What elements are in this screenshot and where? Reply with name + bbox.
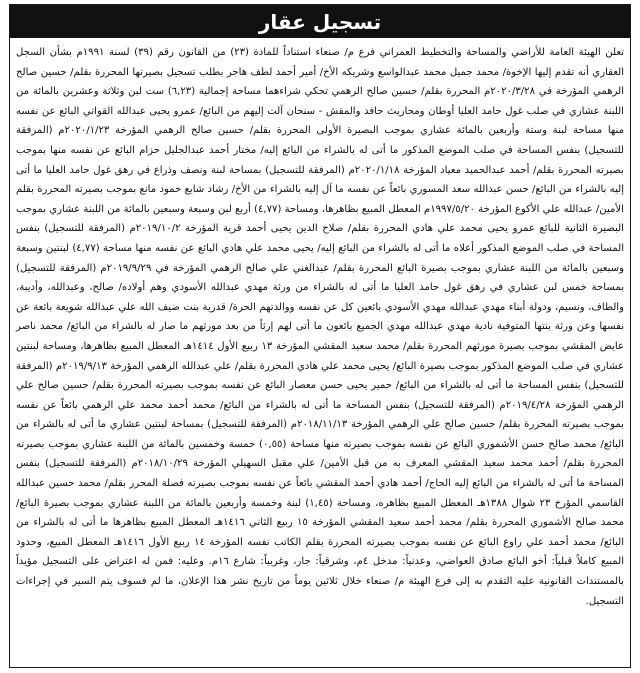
notice-title: تسجيل عقار bbox=[258, 9, 382, 34]
notice-body: تعلن الهيئة العامة للأراضي والمساحة والتخطيط العمراني فرع م/ صنعاء استناداً للمادة (٢٣) من القانون رقم (٣٩) لسنة ١٩٩١م بشأن السجل العقاري أنه تقدم إليها الإخوة/ محمد جميل محمد عبدالواسع وشريكه الأخ/ أمير أحمد لطف هاجر بطلب تسجيل بصيرتها المحررة بقلم/ حسين صالح الرهمي المؤرخة في ٢٠٢٠/٣/٢٨م المحررة بقلم/ حسين صالح الرهمي تحكي شراءهما مساحة إجمالية (٦,٢٣) ست لبن وثلاثة وعشرين بالمائة من اللبنة عشاري في صلب غول حامد العليا أوطان ومحاريث حافد والمقش - سنحان آلت إليهم من البائع/ عمرو يحيى عبدالله القواتي البائع عن نفسه منها مساحة لبنة وستة وأربعين بالمائة عشاري بموجب البصيرة الأولى المحررة بقلم/ حسين صالح الرهمي المؤرخة ٢٠٢٠/١/٢٣م (المرفقة للتسجيل) بنفس المساحة في صلب الموضع المذكور ما أتى له بالشراء من البائع إليه/ مختار أحمد عبدالجليل حزام البائع عن نفسه منها بموجب بصيرته المحررة بقلم/ أحمد عبدالحميد معياد المؤرخة ٢٠٢٠/١/١٨م (المرفقة للتسجيل) بمساحة لبنة ونصف وذراع في رهق غول حامد العليا ما أتى إليه بالشراء من البائع/ حسن عبدالله سعد المسوري بائعاً عن نفسه ما آل إليه بالشراء من الأخ/ رشاد شايع حمود مانع بموجب بصيرته المحررة بقلم الأمين/ عبدالله علي الأكوع المؤرخة ١٩٩٧/٥/٢٠م المعطل المبيع بظاهرها، ومساحة (٤,٧٧) أربع لبن وسبعة وسبعين بالمائة من اللبنة عشاري بموجب البصيرة الثانية للبائع عمرو يحيى محمد علي هادي المحررة بقلم/ صلاح الدين يحيى أحمد قرية المؤرخة ٢٠١٩/١٠/٢م (المرفقة للتسجيل) بنفس المساحة في صلب الموضع المذكور أعلاه ما أتى له بالشراء من البائع إليه/ يحيى محمد علي هادي البائع عن نفسه منها مساحة (٤,٧٧) لبنتين وسبعة وسبعين بالمائة من اللبنة عشاري بموجب بصيرة البائع المحررة بقلم/ عبدالغني علي صالح الرهمي المؤرخة في ٢٠١٩/٩/٢٩م (المرفقة للتسجيل) بمساحة خمس لبن عشاري في رهق غول حامد العليا ما أتى له بالشراء من ورثة مهدي عبدالله الأسودي وهم أولاده/ صالح، وعبدالله، وأديبة، والطاف، ونسيم، ودولة أبناء مهدي عبدالله مهدي الأسودي بائعين كل عن نفسه ووالدتهم الحرة/ قدرية بنت ضيف الله علي عبدالله شويعة بائعة عن نفسها وعن ورثة بنتها المتوفية نادية مهدي عبدالله مهدي الجميع بائعون ما أتى لهم إرثاً من بعد مورثهم ما صار له بالشراء من البائع/ محمد ناصر عايض المقشي بموجب بصيرة مورثهم المحررة بقلم/ محمد سعيد المقشي المؤرخة ١٣ ربيع الأول ١٤١٤هـ المعطل المبيع بظاهرها، ومساحة لبنتين عشاري في صلب الموضع المذكور بموجب بصيرة البائع/ يحيى محمد علي هادي المحررة بقلم/ علي عبدالله الرهمي المؤرخة ٢٠١٩/٩/١٣م (المرفقة للتسجيل) بنفس المساحة ما أتى له بالشراء من البائع/ حمير يحيى حسن معصار البائع عن نفسه بموجب بصيرته المحررة بقلم/ حسين صالح علي الرهمي المؤرخة ٢٠١٩/٤/٢٨م (المرفقة للتسجيل) بنفس المساحة ما أتى له بالشراء من البائع/ محمد أحمد محمد علي الرهمي بائعاً عن نفسه بموجب بصيرته المحررة بقلم/ حسين صالح علي الرهمي المؤرخة ٢٠١٨/١١/١٣م (المرفقة للتسجيل) بمساحة لبنتين عشاري ما أتى له بالشراء من البائع/ محمد صالح حسن الأشموري البائع عن نفسه بموجب بصيرته منها مساحة (٠,٥٥) خمسة وخمسين بالمائة من اللبنة عشاري بموجب بصيرته المحررة بقلم/ أحمد محمد سعيد المقشي المعرف به من قبل الأمين/ علي مقبل السهيلي المؤرخة ٢٠١٨/١٠/٢٩م (المرفقة للتسجيل) بنفس المساحة ما أتى له بالشراء من البائع إليه الحاج/ أحمد هادي أحمد المقشي بائعاً عن نفسه بموجب بصيرته فصلة المحرر بقلم/ محمد حسين عبدالله القاسمي المؤرخ ٢٣ شوال ١٣٨٨هـ المعطل المبيع بظاهره، ومساحة (١,٤٥) لبنة وخمسة وأربعين بالمائة من اللبنة عشاري بموجب بصيرة البائع/ محمد صالح الأشموري المحررة بقلم/ محمد أحمد سعيد المقشي المؤرخة ١٥ ربيع الثاني ١٤١٦هـ المعطل المبيع بظاهرها ما أتى له بالشراء من البائع/ محمد أحمد علي راوع البائع عن نفسه بموجب بصيرته المحررة بقلم الكاتب نفسه المؤرخة ١٤ ربيع الأول ١٤١٦هـ المعطل المبيع، وحدود المبيع كاملاً قبلياً: أخو البائع صادق العواضي، وعدنياً: مدخل ٤م، وشرقياً: جار، وغربياً: شارع ١٦م. وعليه: فمن له اعتراض على التسجيل مؤيداً بالمستندات القانونية عليه التقدم به إلى فرع الهيئة م/ صنعاء خلال ثلاثين يوماً من تاريخ نشر هذا الإعلان، ما لم فسوف يتم السير في إجراءات التسجيل. bbox=[16, 47, 625, 607]
title-bar bbox=[10, 5, 630, 38]
legal-notice bbox=[9, 4, 631, 668]
